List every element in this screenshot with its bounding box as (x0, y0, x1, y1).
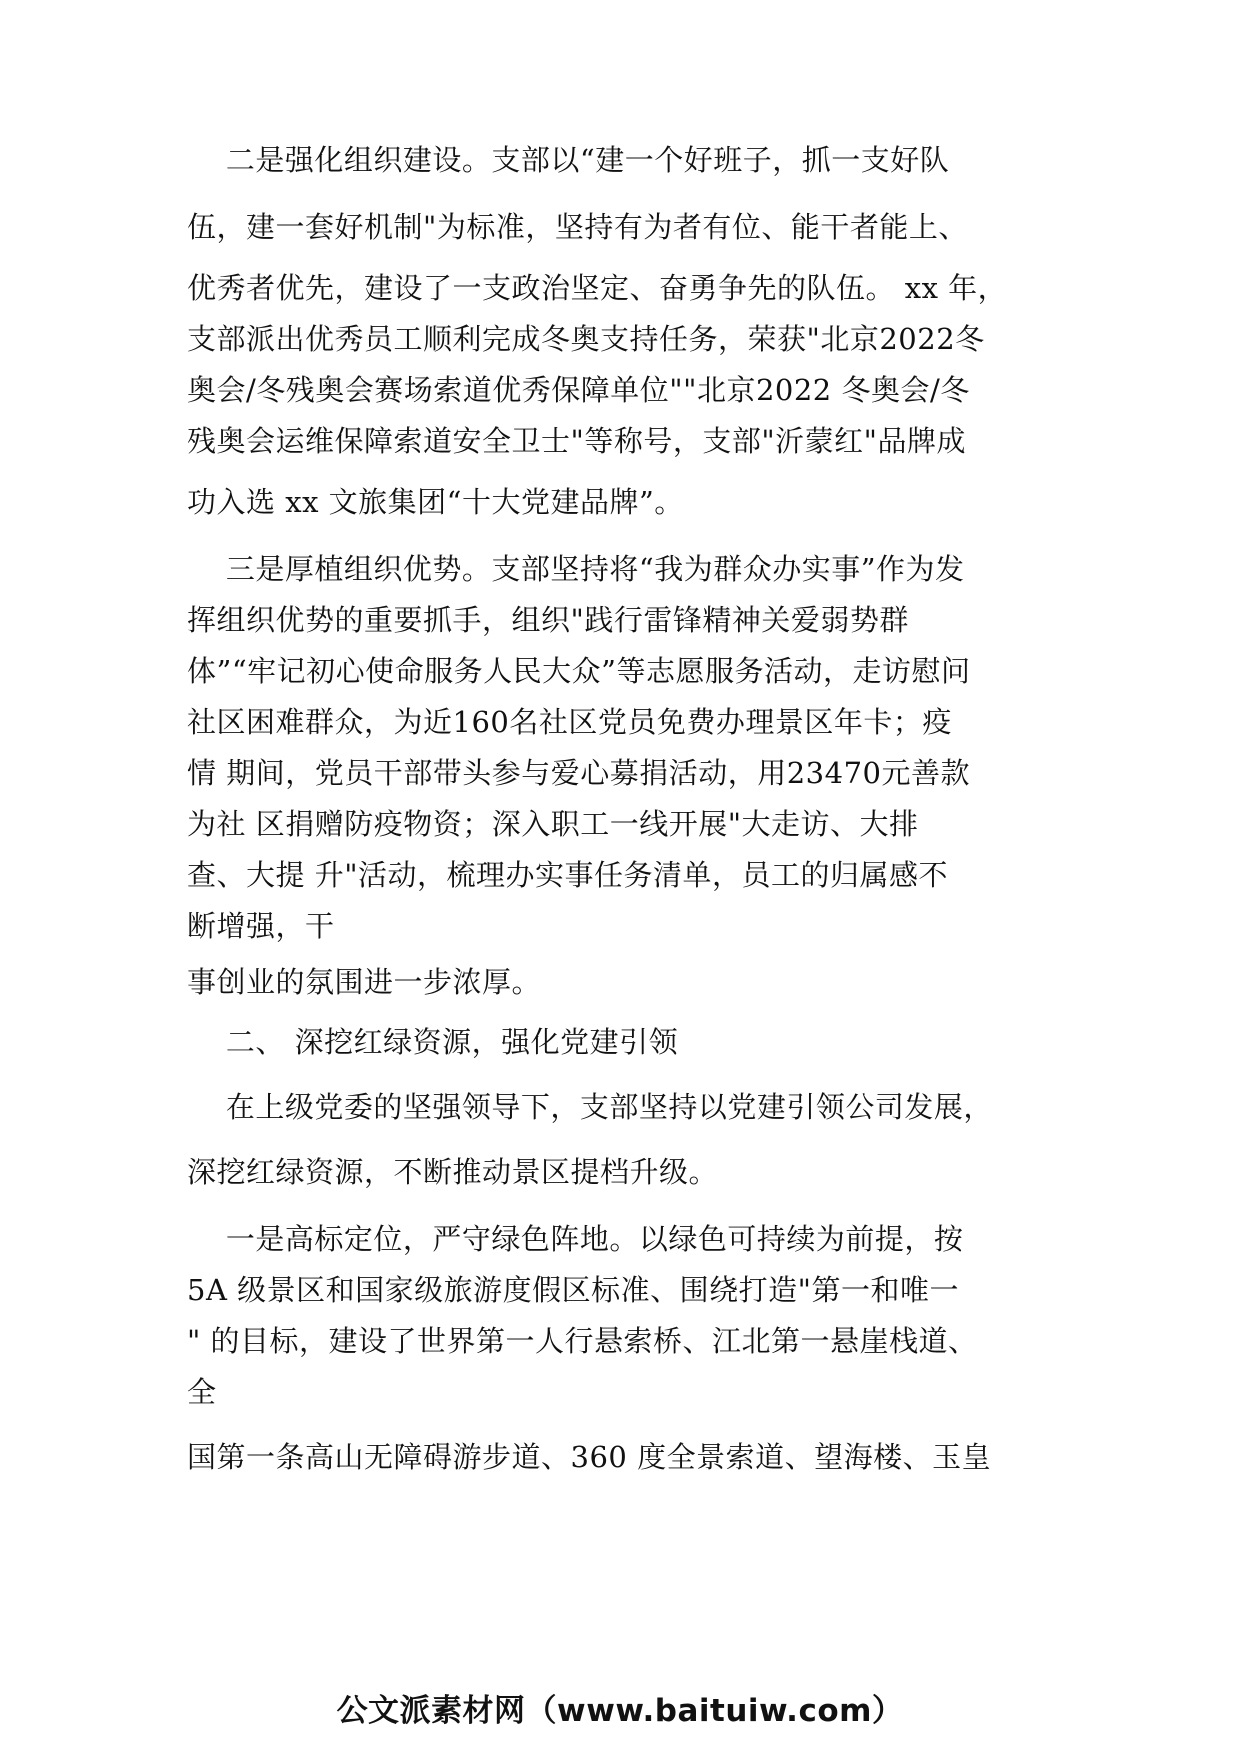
text-line: 全 (187, 1375, 217, 1409)
text-line: 残奥会运维保障索道安全卫士"等称号，支部"沂蒙红"品牌成 (187, 424, 967, 458)
text-line: 社区困难群众，为近160名社区党员免费办理景区年卡；疫 (187, 705, 952, 739)
text-line: 挥组织优势的重要抓手，组织"践行雷锋精神关爱弱势群 (187, 603, 909, 637)
text-line: 伍，建一套好机制"为标准，坚持有为者有位、能干者能上、 (187, 210, 968, 244)
text-line: 断增强，干 (187, 909, 335, 943)
text-line: 二是强化组织建设。支部以“建一个好班子，抓一支好队 (187, 143, 950, 177)
text-line: 事创业的氛围进一步浓厚。 (187, 965, 542, 999)
footer-source-text: 公文派素材网（www.baituiw.com） (336, 1693, 904, 1729)
text-line: 5A 级景区和国家级旅游度假区标准、围绕打造"第一和唯一 (187, 1273, 959, 1307)
text-line: 深挖红绿资源，不断推动景区提档升级。 (187, 1155, 719, 1189)
text-line: 功入选 xx 文旅集团“十大党建品牌”。 (187, 485, 684, 519)
text-line: 情 期间，党员干部带头参与爱心募捐活动，用23470元善款 (187, 756, 970, 790)
text-line: 为社 区捐赠防疫物资；深入职工一线开展"大走访、大排 (187, 807, 919, 841)
text-line: 在上级党委的坚强领导下，支部坚持以党建引领公司发展， (187, 1090, 993, 1124)
text-line: " 的目标，建设了世界第一人行悬索桥、江北第一悬崖栈道、 (187, 1324, 978, 1358)
text-line: 一是高标定位，严守绿色阵地。以绿色可持续为前提，按 (187, 1222, 964, 1256)
text-line: 支部派出优秀员工顺利完成冬奥支持任务，荣获"北京2022冬 (187, 322, 985, 356)
text-line: 优秀者优先，建设了一支政治坚定、奋勇争先的队伍。 xx 年， (187, 271, 1008, 305)
text-line: 三是厚植组织优势。支部坚持将“我为群众办实事”作为发 (187, 552, 965, 586)
text-line: 奥会/冬残奥会赛场索道优秀保障单位""北京2022 冬奥会/冬 (187, 373, 970, 407)
text-line: 体”“牢记初心使命服务人民大众”等志愿服务活动，走访慰问 (187, 654, 971, 688)
text-line: 国第一条高山无障碍游步道、360 度全景索道、望海楼、玉皇 (187, 1440, 992, 1474)
section-heading: 二、 深挖红绿资源，强化党建引领 (187, 1025, 679, 1059)
text-line: 查、大提 升"活动，梳理办实事任务清单，员工的归属感不 (187, 858, 949, 892)
